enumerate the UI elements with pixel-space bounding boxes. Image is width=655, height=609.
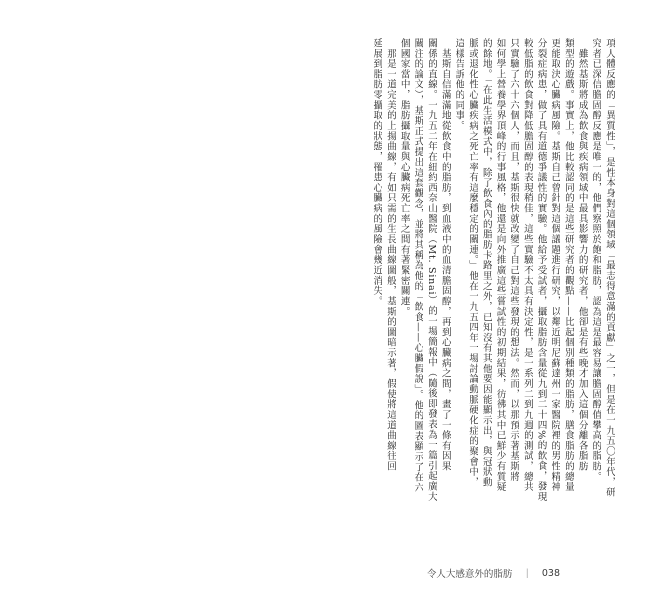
text-column: 關注的論文），基斯正式提出這套觀念，並將其稱為他的「飲食——心臟假說」。他的圖表顯示了在六 bbox=[412, 38, 424, 493]
text-column: 延展到脂肪零攝取的狀態，罹患心臟病的風險會幾近消失。 bbox=[371, 38, 383, 307]
footer-separator: ｜ bbox=[522, 569, 532, 580]
running-title: 令人大感意外的脂肪 bbox=[426, 569, 513, 580]
text-column: 只實驗了六十六個人，而且，基斯很快就改變了自己對這些發現的想法。然而，以那預示著基斯將 bbox=[508, 38, 520, 482]
page-footer bbox=[427, 566, 560, 580]
vertical-text-block bbox=[371, 38, 615, 543]
text-column: 較低脂的飲食對降低膽固醇的表現稍佳，這些實驗不太具有決定性，是一系列二到九週的測試，總共 bbox=[521, 38, 533, 493]
text-column: 的餘地。「在此生活模式中，除了飲食內的脂肪卡路里之外，已知沒有其他要因能顯示出，與冠狀動 bbox=[480, 38, 492, 488]
text-column: 如何學上營養學界頂峰的行事風格，他還是向外推廣這些嘗試性的初期結果，彷彿其中已鮮少有質疑 bbox=[494, 38, 506, 493]
text-column: 這樣告訴他的同事。 bbox=[453, 38, 465, 131]
text-column: 項人體反應的「異質性」，是性本身對這個領域「最志得意滿的貢獻」之一，但是在一九五〇年代，研 bbox=[604, 38, 615, 498]
text-column: 分裂症病患，做了具有道德爭議性的實驗。他給予受試者，攝取脂肪含量從九到二十四%的飲食，發現 bbox=[535, 38, 547, 502]
text-column: 那是一道完美的上揚曲線，有如只需的生長曲線圖般，基斯的圖暗示著，假使將這道曲線往回 bbox=[385, 38, 396, 472]
text-column: 基斯自信滿滿地從飲食中的脂肪，到血液中的血清膽固醇，再到心臟病之間，畫了一條有因果 bbox=[439, 38, 451, 472]
text-column: 個國家當中，脂肪攝取量與心臟病死亡率之間有著緊密關連。 bbox=[398, 38, 410, 317]
text-column: 類型的遊戲。事實上，他比較認同的是這些研究者的觀點——比起個別種類的脂肪，膳食脂肪的總量 bbox=[562, 38, 574, 493]
text-column: 脈或退化性心臟疾病之死亡率有這麼穩定的關連。」他在一九五四年一場討論動脈硬化症的聚會中， bbox=[467, 38, 479, 488]
text-column: 更能取決心臟病風險。基斯自己曾針對這個議題進行研究，以鄰近明尼蘇達州一家醫院裡的男性精神 bbox=[549, 38, 561, 493]
text-column: 雖然基斯將成為飲食與疾病領域中最具影響力的研究者，他卻是有些晚才加入這個分離各脂肪 bbox=[576, 38, 588, 472]
page-number: 038 bbox=[541, 567, 560, 579]
text-column: 究者已深信膽固醇反應是唯一的，他們察照於飽和脂肪，認為這是最容易讓膽固醇值攀高的脂肪。 bbox=[590, 38, 602, 482]
text-column: 關係的直線。一九五二年在紐約西奈山醫院（Mt. Sinai）的一場簡報中（隨後即發表為一篇引起廣大 bbox=[426, 38, 438, 502]
